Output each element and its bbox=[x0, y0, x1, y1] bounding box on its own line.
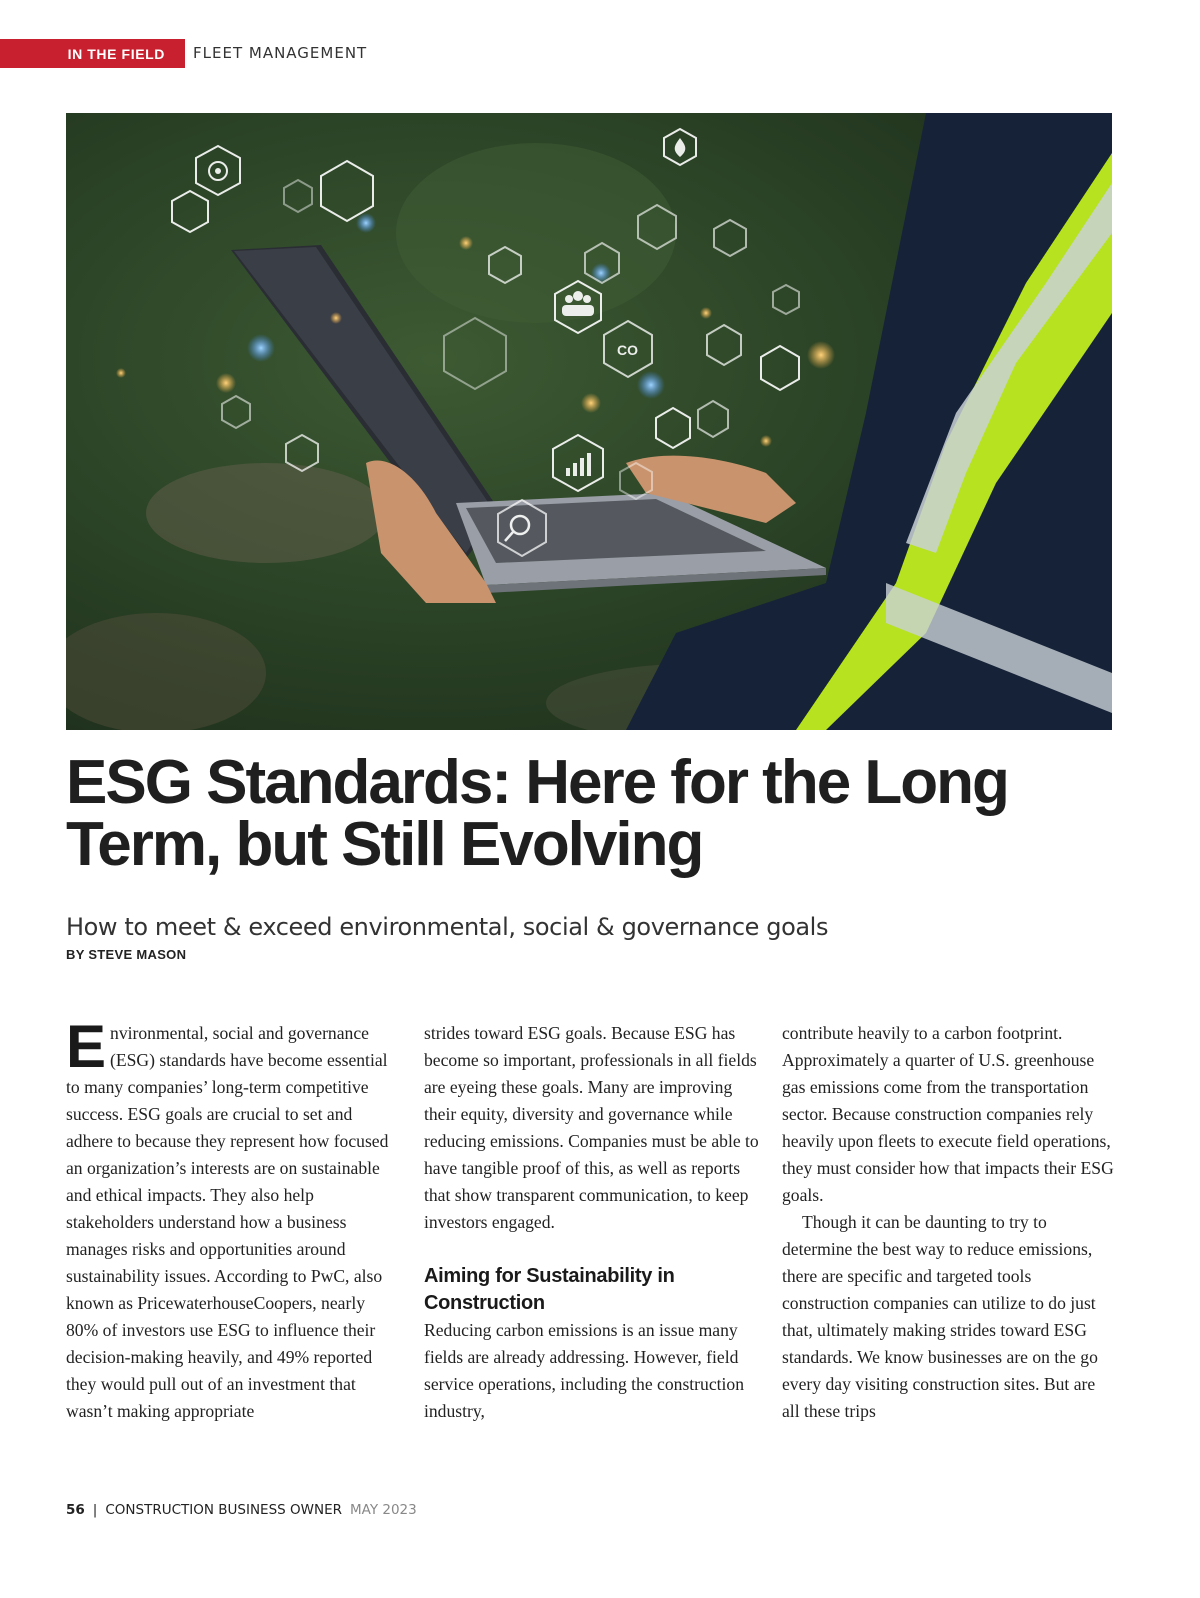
page-footer bbox=[66, 1502, 417, 1518]
article-deck: How to meet & exceed environmental, social & governance goals bbox=[66, 912, 829, 941]
body-paragraph: Though it can be daunting to try to determine the best way to reduce emissions, there are specific and targeted tools construction companies can utilize to do just that, ultimately making strides toward ESG standards. We know businesses are on the go every day visiting construction sites. But are all these trips bbox=[782, 1212, 1098, 1421]
byline: BY STEVE MASON bbox=[66, 947, 187, 962]
page-number: 56 bbox=[66, 1502, 85, 1518]
body-paragraph: contribute heavily to a carbon footprint. Approximately a quarter of U.S. greenhouse gas emissions come from the transportation sector. Because construction companies rely heavily upon fleets to execute field operations, they must consider how that impacts their ESG goals. bbox=[782, 1023, 1114, 1205]
body-column-3 bbox=[782, 1020, 1117, 1425]
section-name: FLEET MANAGEMENT bbox=[193, 44, 368, 62]
body-paragraph bbox=[66, 1013, 401, 1425]
body-column-1 bbox=[66, 1013, 401, 1425]
body-column-2 bbox=[424, 1020, 759, 1425]
section-tab: IN THE FIELD bbox=[0, 39, 185, 68]
svg-text:CO: CO bbox=[617, 342, 638, 358]
drop-cap: E bbox=[66, 1013, 107, 1080]
hero-photo bbox=[66, 113, 1112, 730]
body-paragraph: Reducing carbon emissions is an issue many fields are already addressing. However, field service operations, including the construction industry, bbox=[424, 1320, 745, 1421]
article-title-line-1: ESG Standards: Here for the Long bbox=[66, 748, 1008, 817]
section-subhead: Aiming for Sustainability in Construction bbox=[424, 1265, 675, 1314]
article-title-line-2: Term, but Still Evolving bbox=[66, 810, 703, 879]
publication-name: CONSTRUCTION BUSINESS OWNER bbox=[105, 1502, 342, 1518]
issue-date: MAY 2023 bbox=[350, 1502, 417, 1518]
body-text: nvironmental, social and governance (ESG) standards have become essential to many companies’ long-term competitive success. ESG goals are crucial to set and adhere to because they represent how focused an organization’s interests are on sustainable and ethical impacts. They also help stakeholders understand how a business manages risks and opportunities around sustainability issues. According to PwC, also known as PricewaterhouseCoopers, nearly 80% of investors use ESG to influence their decision-making heavily, and 49% reported they would pull out of an investment that wasn’t making appropriate bbox=[66, 1023, 389, 1421]
footer-separator: | bbox=[92, 1502, 98, 1518]
body-paragraph: strides toward ESG goals. Because ESG has become so important, professionals in all fields are eyeing these goals. Many are improving their equity, diversity and governance while reducing emissions. Companies must be able to have tangible proof of this, as well as reports that show transparent communication, to keep investors engaged. bbox=[424, 1023, 759, 1232]
article-title bbox=[66, 748, 1126, 879]
